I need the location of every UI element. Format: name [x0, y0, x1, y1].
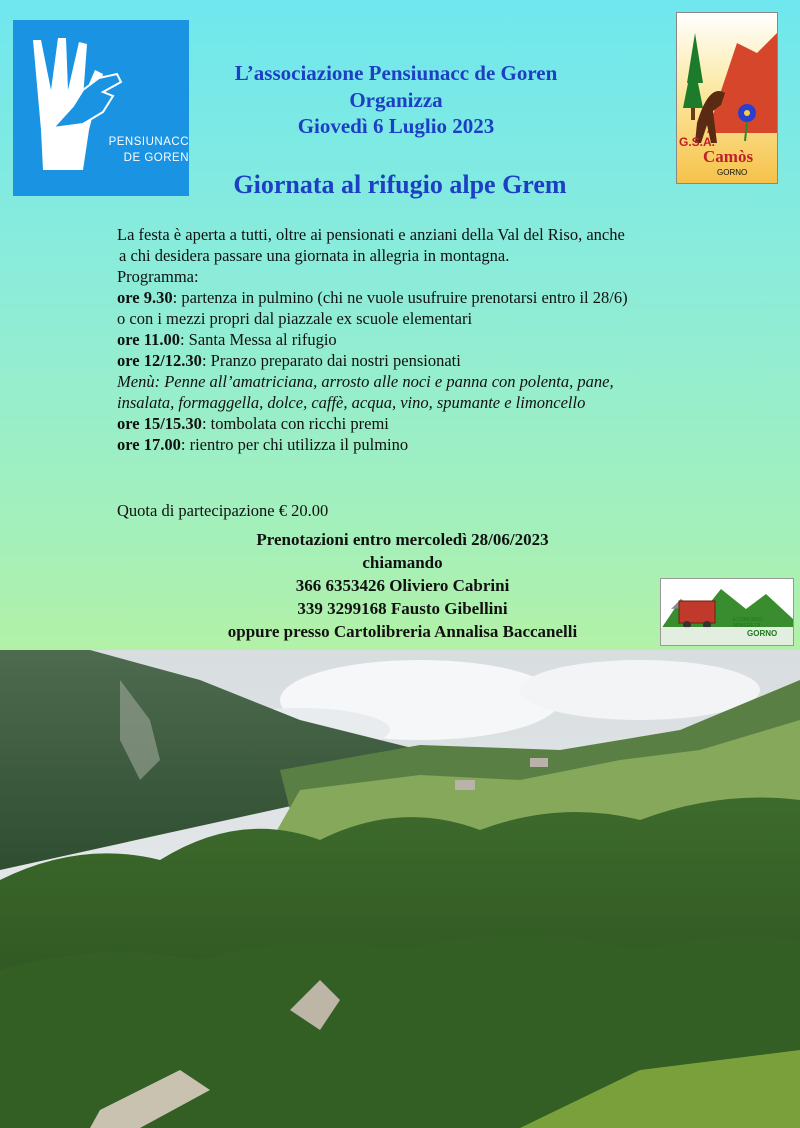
header-organizza: Organizza	[349, 88, 443, 112]
gsa-text: G.S.A.	[679, 135, 716, 149]
program-item	[117, 350, 677, 371]
program-text: : tombolata con ricchi premi	[201, 414, 389, 433]
eco-text-2: MINIERE DI	[733, 623, 761, 629]
booking-shop: oppure presso Cartolibreria Annalisa Baccanelli	[227, 622, 578, 641]
program-text: o con i mezzi propri dal piazzale ex scuole elementari	[117, 309, 473, 328]
mountain-landscape-image	[0, 650, 800, 1128]
intro-line-2: a chi desidera passare una giornata in allegria in montagna.	[119, 246, 510, 265]
program-text: : rientro per chi utilizza il pulmino	[180, 435, 409, 454]
program-item	[117, 329, 677, 350]
menu-text: Menù: Penne all’amatriciana, arrosto alle noci e panna con polenta, pane,	[117, 372, 614, 391]
header-date: Giovedì 6 Luglio 2023	[297, 114, 495, 138]
booking-contact-2: 339 3299168 Fausto Gibellini	[297, 599, 508, 618]
ecomuseo-logo	[660, 578, 794, 646]
pensiunacc-text-2: DE GOREN	[123, 152, 189, 164]
camos-text: Camòs	[703, 147, 754, 166]
booking-deadline: Prenotazioni entro mercoledì 28/06/2023	[256, 530, 549, 549]
program-item	[117, 287, 677, 308]
gorno-text: GORNO	[717, 168, 748, 177]
program-item	[117, 413, 677, 434]
program-text: : partenza in pulmino (chi ne vuole usufruire prenotarsi entro il 28/6)	[172, 288, 628, 307]
header-association: L’associazione Pensiunacc de Goren	[234, 61, 558, 85]
program-time: ore 17.00	[117, 435, 181, 454]
program-text: : Pranzo preparato dai nostri pensionati	[201, 351, 461, 370]
program-time: ore 11.00	[117, 330, 180, 349]
eco-text-1: ECOMUSEO	[733, 617, 763, 623]
menu-text: insalata, formaggella, dolce, caffè, acqua, vino, spumante e limoncello	[117, 393, 586, 412]
participation-fee: Quota di partecipazione € 20.00	[117, 501, 329, 520]
programma-label: Programma:	[117, 267, 199, 286]
program-text: : Santa Messa al rifugio	[179, 330, 337, 349]
menu-line-1	[117, 371, 677, 392]
booking-info	[190, 528, 615, 643]
program-time: ore 15/15.30	[117, 414, 202, 433]
program-time: ore 12/12.30	[117, 351, 202, 370]
booking-calling: chiamando	[362, 553, 443, 572]
program-item	[117, 308, 677, 329]
booking-contact-1: 366 6353426 Oliviero Cabrini	[295, 576, 510, 595]
landscape-photo	[0, 650, 800, 1128]
program-time: ore 9.30	[117, 288, 173, 307]
event-description	[117, 224, 677, 455]
menu-line-2	[117, 392, 677, 413]
program-item	[117, 434, 677, 455]
pensiunacc-text-1: PENSIUNACC	[108, 136, 189, 148]
page-title: Giornata al rifugio alpe Grem	[233, 170, 567, 199]
intro-line-1: La festa è aperta a tutti, oltre ai pensionati e anziani della Val del Riso, anche	[117, 225, 625, 244]
gsa-camos-logo	[676, 12, 778, 184]
eco-text-3: GORNO	[747, 629, 778, 638]
